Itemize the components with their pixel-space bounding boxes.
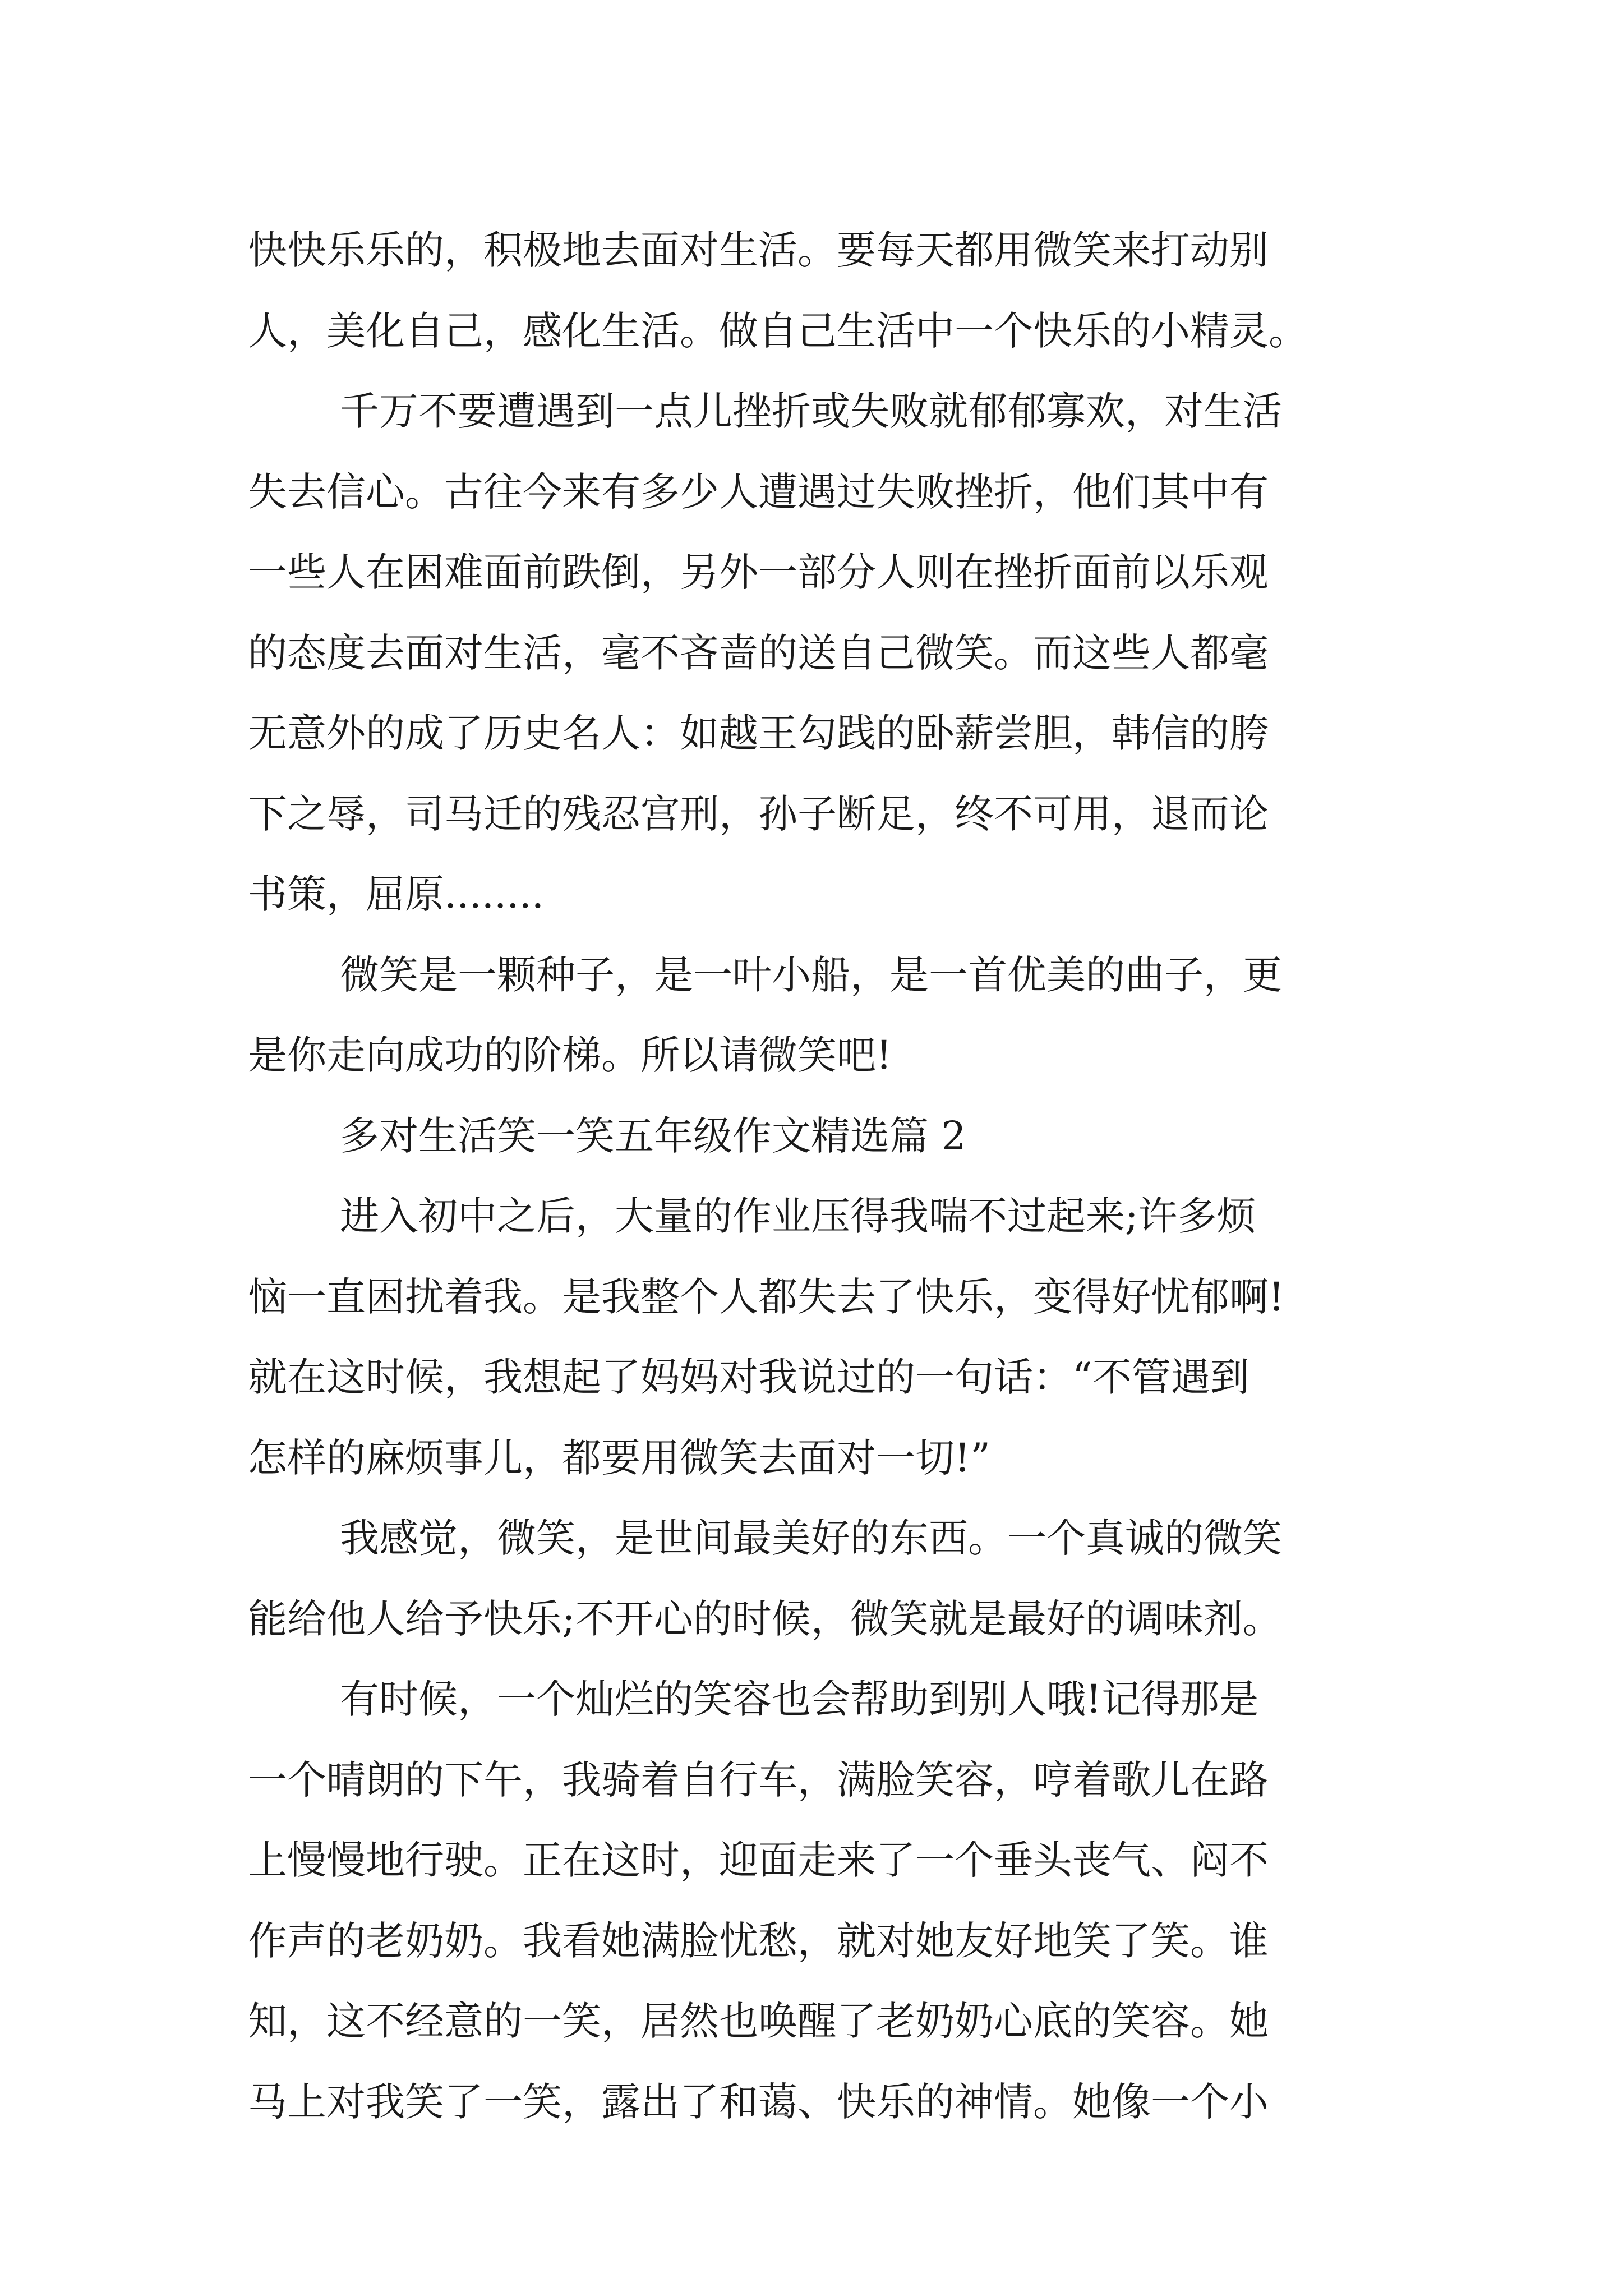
section-heading: 多对生活笑一笑五年级作文精选篇 2 [340, 1112, 966, 1159]
text-line: 知，这不经意的一笑，居然也唤醒了老奶奶心底的笑容。她 [248, 1998, 1269, 2044]
text-line: 就在这时候，我想起了妈妈对我说过的一句话：“不管遇到 [248, 1354, 1249, 1400]
text-line: 一个晴朗的下午，我骑着自行车，满脸笑容，哼着歌儿在路 [248, 1756, 1269, 1803]
text-line: 是你走向成功的阶梯。所以请微笑吧! [248, 1032, 892, 1078]
text-line: 恼一直困扰着我。是我整个人都失去了快乐，变得好忧郁啊! [248, 1273, 1285, 1320]
paragraph-start-line: 有时候，一个灿烂的笑容也会帮助到别人哦!记得那是 [340, 1676, 1259, 1722]
text-line: 能给他人给予快乐;不开心的时候，微笑就是最好的调味剂。 [248, 1595, 1282, 1642]
paragraph-start-line: 我感觉，微笑，是世间最美好的东西。一个真诚的微笑 [340, 1515, 1282, 1561]
text-line: 马上对我笑了一笑，露出了和蔼、快乐的神情。她像一个小 [248, 2078, 1269, 2125]
paragraph-start-line: 千万不要遭遇到一点儿挫折或失败就郁郁寡欢，对生活 [340, 388, 1282, 434]
document-body [248, 210, 1392, 2142]
text-line: 书策，屈原........ [248, 871, 545, 917]
paragraph-start-line: 进入初中之后，大量的作业压得我喘不过起来;许多烦 [340, 1193, 1256, 1239]
text-line: 一些人在困难面前跌倒，另外一部分人则在挫折面前以乐观 [248, 549, 1269, 595]
text-line: 下之辱，司马迁的残忍宫刑，孙子断足，终不可用，退而论 [248, 790, 1269, 837]
text-line: 快快乐乐的，积极地去面对生活。要每天都用微笑来打动别 [248, 227, 1269, 273]
text-line: 怎样的麻烦事儿，都要用微笑去面对一切!” [248, 1434, 990, 1481]
text-line: 的态度去面对生活，毫不吝啬的送自己微笑。而这些人都毫 [248, 629, 1269, 676]
text-line: 上慢慢地行驶。正在这时，迎面走来了一个垂头丧气、闷不 [248, 1837, 1269, 1883]
paragraph-start-line: 微笑是一颗种子，是一叶小船，是一首优美的曲子，更 [340, 951, 1282, 998]
text-line: 人，美化自己，感化生活。做自己生活中一个快乐的小精灵。 [248, 307, 1308, 354]
text-line: 作声的老奶奶。我看她满脸忧愁，就对她友好地笑了笑。谁 [248, 1917, 1269, 1964]
text-line: 无意外的成了历史名人：如越王勾践的卧薪尝胆，韩信的胯 [248, 710, 1269, 756]
text-line: 失去信心。古往今来有多少人遭遇过失败挫折，他们其中有 [248, 468, 1269, 515]
